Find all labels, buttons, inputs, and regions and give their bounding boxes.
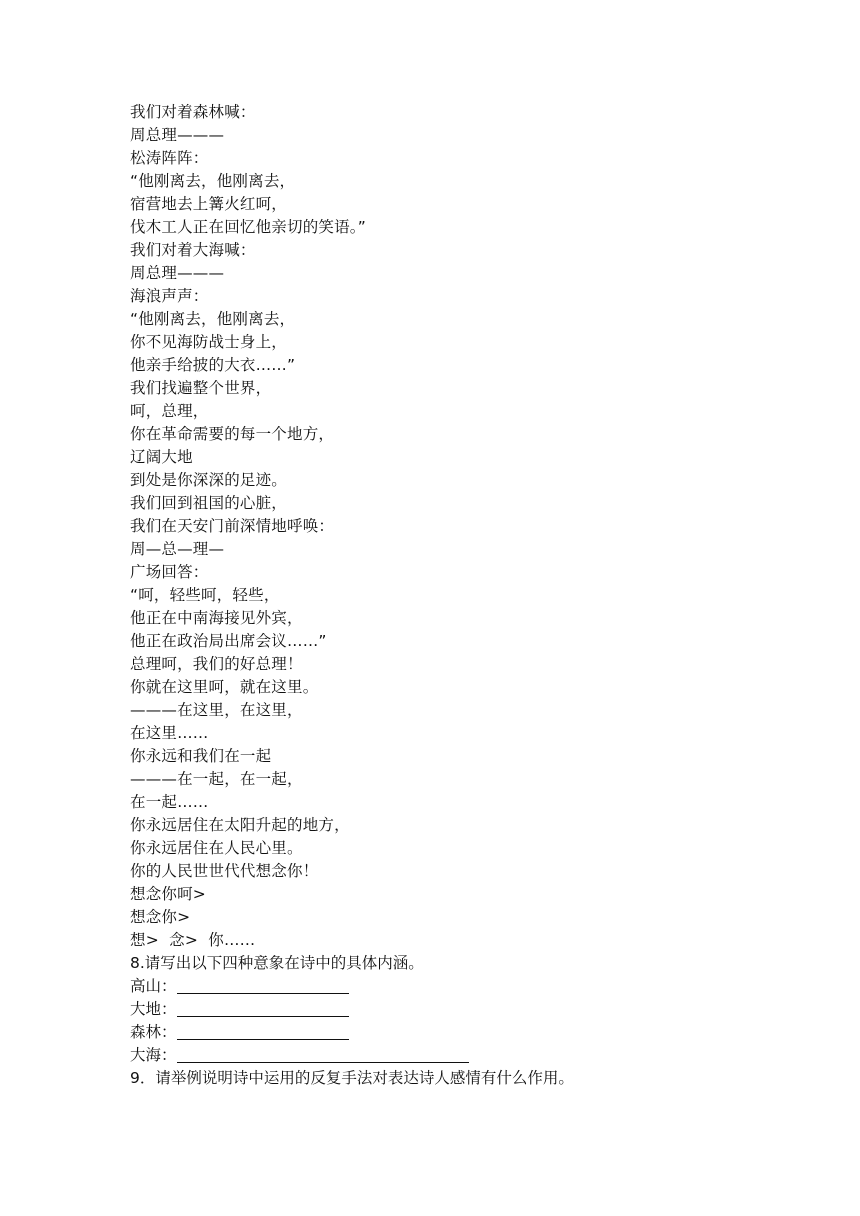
poem-line: 周总理——— xyxy=(130,126,225,144)
poem-line: 到处是你深深的足迹。 xyxy=(130,471,288,489)
answer-blank[interactable] xyxy=(177,1022,349,1040)
poem-line: 你不见海防战士身上， xyxy=(130,333,288,351)
document-content xyxy=(130,101,750,1090)
poem-line: 周总理——— xyxy=(130,264,225,282)
poem-line: ———在一起，在一起， xyxy=(130,770,303,788)
question-8-prompt: 8.请写出以下四种意象在诗中的具体内涵。 xyxy=(130,954,424,972)
answer-blank[interactable] xyxy=(177,1045,469,1063)
answer-row-dahai xyxy=(130,1044,750,1067)
answer-row-gaoshan xyxy=(130,975,750,998)
answer-label: 森林： xyxy=(130,1023,177,1041)
poem-line: 他正在政治局出席会议……” xyxy=(130,632,327,650)
poem-line: 他正在中南海接见外宾， xyxy=(130,609,303,627)
poem-line: 辽阔大地 xyxy=(130,448,193,466)
answer-row-senlin xyxy=(130,1021,750,1044)
poem-line: 呵，总理， xyxy=(130,402,209,420)
answer-row-dadi xyxy=(130,998,750,1021)
answer-blank[interactable] xyxy=(177,976,349,994)
answer-label: 高山： xyxy=(130,977,177,995)
poem-line: 在一起…… xyxy=(130,793,209,811)
poem-line: 你在革命需要的每一个地方， xyxy=(130,425,335,443)
question-8 xyxy=(130,952,750,1067)
poem-line: 想念你呵> xyxy=(130,885,206,903)
poem-line: 想念你> xyxy=(130,908,191,926)
poem-line: 想> 念> 你…… xyxy=(130,931,256,949)
poem-line: 在这里…… xyxy=(130,724,209,742)
poem-line: 周—总—理— xyxy=(130,540,225,558)
poem-line: “他刚离去，他刚离去， xyxy=(130,310,296,328)
poem-line: ———在这里，在这里， xyxy=(130,701,303,719)
poem xyxy=(130,101,750,952)
poem-line: 我们回到祖国的心脏， xyxy=(130,494,288,512)
poem-line: 你就在这里呵，就在这里。 xyxy=(130,678,319,696)
poem-line: “呵，轻些呵，轻些， xyxy=(130,586,280,604)
poem-line: 你永远居住在太阳升起的地方， xyxy=(130,816,350,834)
question-9-prompt: 9．请举例说明诗中运用的反复手法对表达诗人感情有什么作用。 xyxy=(130,1069,574,1087)
answer-label: 大地： xyxy=(130,1000,177,1018)
poem-line: 我们对着森林喊： xyxy=(130,103,256,121)
poem-line: 你永远和我们在一起 xyxy=(130,747,272,765)
poem-line: 我们找遍整个世界， xyxy=(130,379,272,397)
answer-label: 大海： xyxy=(130,1046,177,1064)
question-9 xyxy=(130,1067,750,1090)
poem-line: 宿营地去上篝火红呵， xyxy=(130,195,288,213)
poem-line: 松涛阵阵： xyxy=(130,149,209,167)
poem-line: 广场回答： xyxy=(130,563,209,581)
poem-line: “他刚离去，他刚离去， xyxy=(130,172,296,190)
poem-line: 他亲手给披的大衣……” xyxy=(130,356,296,374)
poem-line: 伐木工人正在回忆他亲切的笑语。” xyxy=(130,218,366,236)
poem-line: 你永远居住在人民心里。 xyxy=(130,839,303,857)
poem-line: 海浪声声： xyxy=(130,287,209,305)
poem-line: 我们在天安门前深情地呼唤： xyxy=(130,517,335,535)
poem-line: 我们对着大海喊： xyxy=(130,241,256,259)
answer-blank[interactable] xyxy=(177,999,349,1017)
poem-line: 总理呵，我们的好总理！ xyxy=(130,655,303,673)
poem-line: 你的人民世世代代想念你！ xyxy=(130,862,319,880)
